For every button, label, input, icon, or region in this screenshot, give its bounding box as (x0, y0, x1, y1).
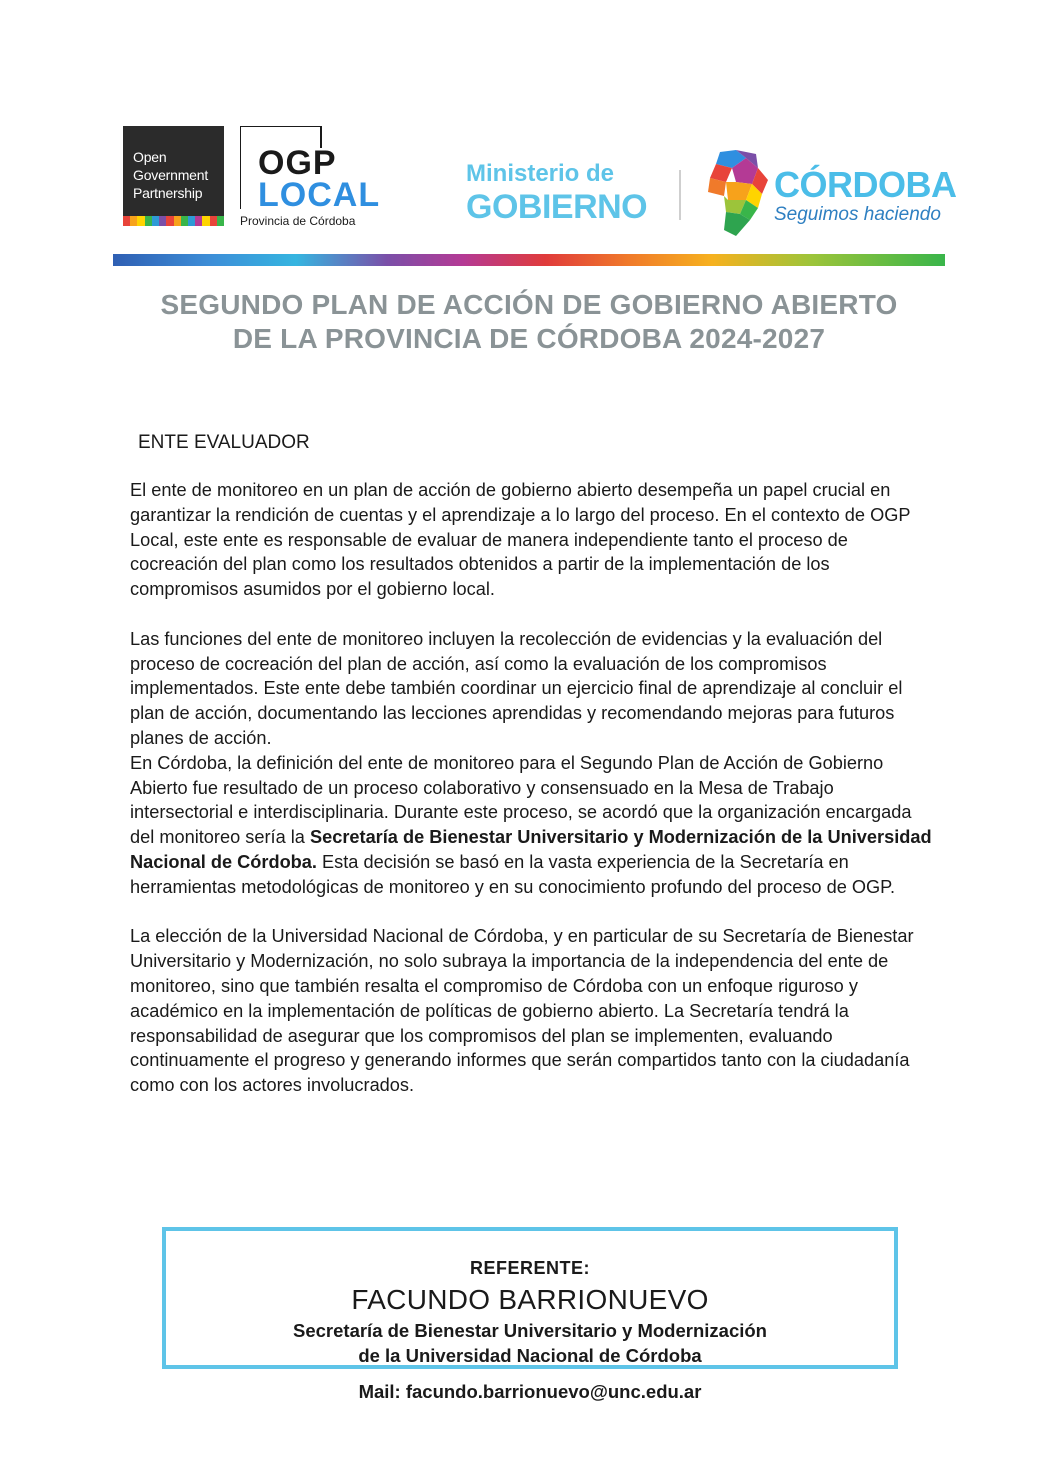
ministerio-logo (466, 160, 647, 226)
paragraph-3-start: En Córdoba, la definición del ente de monitoreo para el Segundo Plan de Acción de Gobierno Abierto fue resultado de un proceso colaborativo y consensuado en la Mesa de Trabajo intersectorial e interdisciplinaria. Durante este proceso, se acordó que la organización encargada del monitoreo sería la (130, 752, 912, 848)
cordoba-map-icon (706, 150, 770, 238)
ministerio-line-1: Ministerio de (466, 160, 615, 187)
ogp-stripe-segment (159, 216, 166, 226)
ogp-stripe-segment (217, 216, 224, 226)
ogp-logo-line-3: Partnership (133, 185, 203, 201)
paragraph-3 (130, 751, 940, 900)
ogp-stripe-segment (188, 216, 195, 226)
header-color-bar (113, 254, 945, 266)
referente-org-line-2: de la Universidad Nacional de Córdoba (358, 1345, 702, 1366)
cordoba-logo-name: CÓRDOBA (774, 164, 957, 205)
paragraph-3-highlight: Secretaría de Bienestar Universitario y Modernización de la Universidad Nacional de Córdoba. (130, 827, 932, 872)
ogp-stripe-segment (174, 216, 181, 226)
ogp-local-logo (240, 126, 385, 230)
ogp-stripe-segment (202, 216, 209, 226)
body-text (130, 478, 940, 1098)
ogp-logo-text (133, 148, 208, 202)
paragraph-3-end: Esta decisión se basó en la vasta experiencia de la Secretaría en herramientas metodológicas de monitoreo y en su conocimiento profundo del proceso de OGP. (130, 851, 895, 897)
referente-box (162, 1227, 898, 1402)
paragraph-4: La elección de la Universidad Nacional de Córdoba, y en particular de su Secretaría de Bienestar Universitario y Modernización, no solo subraya la importancia de la independencia del ente de monitoreo, sino que también resalta el compromiso de Córdoba con un enfoque riguroso y académico en la implementación de políticas de gobierno abierto. La Secretaría tendrá la responsabilidad de asegurar que los compromisos del plan se implementen, evaluando continuamente el progreso y generando informes que serán compartidos tanto con la ciudadanía como con los actores involucrados. (130, 926, 914, 1096)
ogp-local-subtitle: Provincia de Córdoba (240, 214, 356, 228)
ogp-logo-stripe (123, 216, 224, 226)
ogp-logo-line-1: Open (133, 149, 167, 165)
referente-label: REFERENTE: (469, 1258, 590, 1278)
ogp-logo-line-2: Government (133, 167, 209, 183)
ogp-stripe-segment (130, 216, 137, 226)
ministerio-line-2: GOBIERNO (466, 188, 648, 226)
section-heading: ENTE EVALUADOR (138, 432, 310, 453)
ogp-stripe-segment (137, 216, 144, 226)
ogp-stripe-segment (210, 216, 217, 226)
ogp-stripe-segment (166, 216, 173, 226)
ogp-local-top: OGP (258, 144, 337, 182)
ogp-stripe-segment (145, 216, 152, 226)
document-title (0, 288, 1058, 356)
referente-org-line-1: Secretaría de Bienestar Universitario y Modernización (293, 1320, 767, 1341)
logo-divider (679, 170, 681, 220)
cordoba-logo (774, 166, 957, 226)
ogp-stripe-segment (123, 216, 130, 226)
document-title-line-2: DE LA PROVINCIA DE CÓRDOBA 2024-2027 (232, 323, 826, 354)
ogp-stripe-segment (181, 216, 188, 226)
ogp-local-bottom: LOCAL (258, 176, 381, 214)
ogp-stripe-segment (152, 216, 159, 226)
referente-name: FACUNDO BARRIONUEVO (351, 1284, 709, 1315)
ogp-logo (123, 126, 224, 226)
paragraph-2: Las funciones del ente de monitoreo incluyen la recolección de evidencias y la evaluación del proceso de cocreación del plan de acción, así como la evaluación de los compromisos implementados. Este ente debe también coordinar un ejercicio final de aprendizaje al concluir el plan de acción, documentando las lecciones aprendidas y recomendando mejoras para futuros planes de acción. (130, 628, 903, 748)
paragraph-1: El ente de monitoreo en un plan de acción de gobierno abierto desempeña un papel crucial en garantizar la rendición de cuentas y el aprendizaje a lo largo del proceso. En el contexto de OGP Local, este ente es responsable de evaluar de manera independiente tanto el proceso de cocreación del plan como los resultados obtenidos a partir de la implementación de los compromisos asumidos por el gobierno local. (130, 480, 911, 600)
ogp-stripe-segment (195, 216, 202, 226)
cordoba-logo-slogan: Seguimos haciendo (774, 204, 941, 225)
document-title-line-1: SEGUNDO PLAN DE ACCIÓN DE GOBIERNO ABIERTO (160, 289, 898, 320)
referente-mail: Mail: facundo.barrionuevo@unc.edu.ar (358, 1381, 702, 1402)
